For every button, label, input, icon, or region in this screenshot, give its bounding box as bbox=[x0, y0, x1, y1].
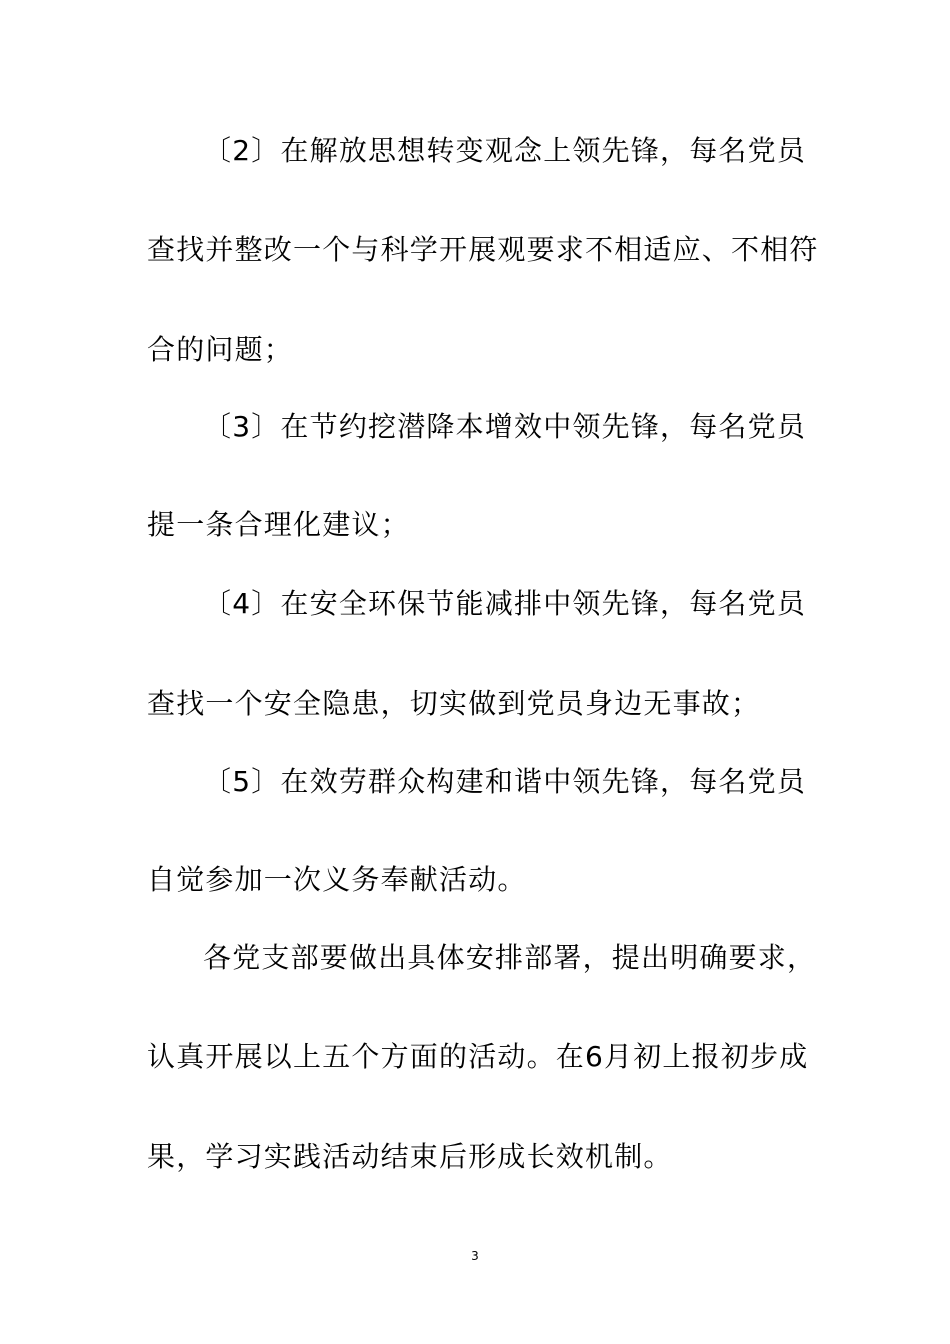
paragraph-line: 查找并整改一个与科学开展观要求不相适应、不相符 bbox=[147, 233, 819, 266]
paragraph-line: 各党支部要做出具体安排部署，提出明确要求， bbox=[203, 941, 817, 974]
paragraph-line: 〔2〕在解放思想转变观念上领先锋，每名党员 bbox=[203, 134, 807, 167]
paragraph-line: 认真开展以上五个方面的活动。在6月初上报初步成 bbox=[147, 1040, 809, 1073]
paragraph-line: 〔4〕在安全环保节能减排中领先锋，每名党员 bbox=[203, 587, 807, 620]
paragraph-line: 合的问题； bbox=[147, 333, 294, 366]
paragraph-line: 〔5〕在效劳群众构建和谐中领先锋，每名党员 bbox=[203, 765, 807, 798]
paragraph-line: 果，学习实践活动结束后形成长效机制。 bbox=[147, 1140, 673, 1173]
paragraph-line: 〔3〕在节约挖潜降本增效中领先锋，每名党员 bbox=[203, 410, 807, 443]
page-number: 3 bbox=[471, 1249, 479, 1263]
paragraph-line: 自觉参加一次义务奉献活动。 bbox=[147, 863, 527, 896]
paragraph-line: 查找一个安全隐患，切实做到党员身边无事故； bbox=[147, 687, 761, 720]
paragraph-line: 提一条合理化建议； bbox=[147, 508, 410, 541]
